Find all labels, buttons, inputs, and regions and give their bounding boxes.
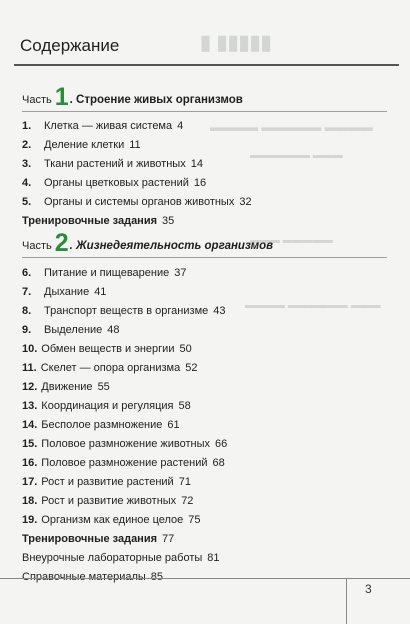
bleed-through-decoration: ▮▮▮▮▮ ▮ (200, 32, 272, 54)
part-2-header (22, 229, 274, 257)
part-2-list (22, 264, 227, 587)
toc-entry-extra[interactable]: Внеурочные лабораторные работы 81 (22, 552, 220, 564)
part-label: Часть (22, 94, 52, 106)
page-title: Содержание (20, 36, 120, 55)
part-number: 1 (54, 83, 69, 111)
part-title: . Жизнедеятельность организмов (69, 240, 274, 252)
toc-entry[interactable]: 13. Координация и регуляция 58 (22, 400, 191, 412)
bleed-through-decoration: ▬▬▬▬▬ ▬▬▬ (250, 235, 333, 246)
part-2-divider (22, 257, 387, 258)
toc-entry[interactable]: 1. Клетка — живая система 4 (22, 120, 184, 132)
toc-entry-extra[interactable]: Справочные материалы 85 (22, 571, 164, 583)
bleed-through-decoration: ▬▬▬▬ ▬▬▬▬▬ ▬▬▬▬ (210, 120, 373, 134)
toc-entry-training[interactable]: Тренировочные задания 77 (22, 533, 175, 545)
toc-entry[interactable]: 10. Обмен веществ и энергии 50 (22, 343, 192, 355)
part-1-header (22, 83, 243, 111)
toc-entry[interactable]: 9. Выделение 48 (22, 324, 120, 336)
footer-divider (0, 578, 346, 579)
toc-entry[interactable]: 7. Дыхание 41 (22, 286, 107, 298)
part-title: . Строение живых организмов (69, 94, 243, 106)
toc-entry[interactable]: 18. Рост и развитие животных 72 (22, 495, 194, 507)
toc-entry[interactable]: 16. Половое размножение растений 68 (22, 457, 225, 469)
toc-entry[interactable]: 19. Организм как единое целое 75 (22, 514, 201, 526)
part-1-list (22, 117, 252, 231)
footer-page-box (346, 578, 410, 624)
toc-entry[interactable]: 11. Скелет — опора организма 52 (22, 362, 198, 374)
part-1-divider (22, 111, 387, 112)
toc-entry[interactable]: 8. Транспорт веществ в организме 43 (22, 305, 226, 317)
toc-entry[interactable]: 17. Рост и развитие растений 71 (22, 476, 191, 488)
page-number: 3 (365, 582, 372, 596)
toc-entry[interactable]: 3. Ткани растений и животных 14 (22, 158, 203, 170)
bleed-through-decoration: ▬▬▬ ▬▬▬▬▬▬ ▬▬▬▬ (245, 300, 381, 311)
toc-entry[interactable]: 15. Половое размножение животных 66 (22, 438, 228, 450)
toc-entry[interactable]: 4. Органы цветковых растений 16 (22, 177, 207, 189)
part-number: 2 (54, 229, 69, 257)
toc-entry[interactable]: 2. Деление клетки 11 (22, 139, 141, 151)
part-label: Часть (22, 240, 52, 252)
toc-entry[interactable]: 14. Бесполое размножение 61 (22, 419, 180, 431)
bleed-through-decoration: ▬▬▬ ▬▬▬▬▬▬ (250, 150, 343, 161)
toc-entry[interactable]: 12. Движение 55 (22, 381, 110, 393)
toc-entry[interactable]: 5. Органы и системы органов животных 32 (22, 196, 252, 208)
title-divider (14, 64, 399, 66)
toc-entry-training[interactable]: Тренировочные задания 35 (22, 215, 175, 227)
toc-entry[interactable]: 6. Питание и пищеварение 37 (22, 267, 187, 279)
